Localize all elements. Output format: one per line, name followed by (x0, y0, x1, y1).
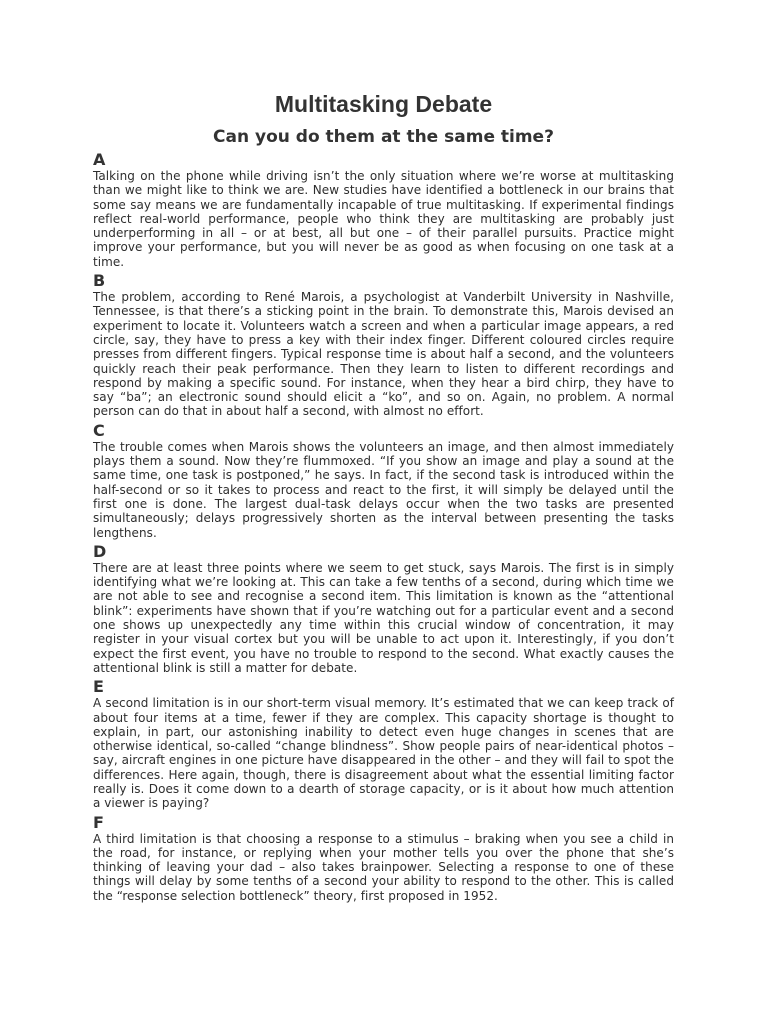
section-letter: D (93, 541, 107, 561)
section-d (93, 542, 674, 675)
section-paragraph: A second limitation is in our short-term visual memory. It’s estimated that we can keep track of about four items at a time, fewer if they are complex. This capacity shortage is thought to explain, in part, our astonishing inability to detect even huge changes in scenes that are otherwise identical, so-called “change blindness”. Show people pairs of near-identical photos – say, aircraft engines in one picture have disappeared in the other – and they will fail to spot the differences. Here again, though, there is disagreement about what the essential limiting factor really is. Does it come down to a dearth of storage capacity, or is it about how much attention a viewer is paying? (93, 696, 674, 811)
section-paragraph: A third limitation is that choosing a response to a stimulus – braking when you see a child in the road, for instance, or replying when your mother tells you over the phone that she’s thinking of leaving your dad – also takes brainpower. Selecting a response to one of these things will delay by some tenths of a second your ability to respond to the other. This is called the “response selection bottleneck” theory, first proposed in 1952. (93, 831, 674, 903)
section-paragraph: Talking on the phone while driving isn’t the only situation where we’re worse at multitasking than we might like to think we are. New studies have identified a bottleneck in our brains that some say means we are fundamentally incapable of true multitasking. If experimental findings reflect real-world performance, people who think they are multitasking are probably just underperforming in all – or at best, all but one – of their parallel pursuits. Practice might improve your performance, but you will never be as good as when focusing on one task at a time. (93, 169, 674, 269)
section-paragraph: There are at least three points where we seem to get stuck, says Marois. The first is in simply identifying what we’re looking at. This can take a few tenths of a second, during which time we are not able to see and recognise a second item. This limitation is known as the “attentional blink”: experiments have shown that if you’re watching out for a particular event and a second one shows up unexpectedly any time within this crucial window of concentration, it may register in your visual cortex but you will be unable to act upon it. Interestingly, if you don’t expect the first event, you have no trouble to respond to the second. What exactly causes the attentional blink is still a matter for debate. (93, 560, 674, 675)
section-letter: B (93, 271, 106, 291)
document-subtitle: Can you do them at the same time? (213, 127, 554, 147)
section-letter: E (93, 677, 104, 697)
section-paragraph: The problem, according to René Marois, a psychologist at Vanderbilt University in Nashville, Tennessee, is that there’s a sticking point in the brain. To demonstrate this, Marois devised an experiment to locate it. Volunteers watch a screen and when a particular image appears, a red circle, say, they have to press a key with their index finger. Different coloured circles require presses from different fingers. Typical response time is about half a second, and the volunteers quickly reach their peak performance. Then they learn to listen to different recordings and respond by making a specific sound. For instance, when they hear a bird chirp, they have to say “ba”; an electronic sound should elicit a “ko”, and so on. Again, no problem. A normal person can do that in about half a second, with almost no effort. (93, 290, 674, 419)
section-c (93, 421, 674, 540)
section-letter: A (93, 150, 106, 169)
section-paragraph: The trouble comes when Marois shows the volunteers an image, and then almost immediately plays them a sound. Now they’re flummoxed. “If you show an image and play a sound at the same time, one task is postponed,” he says. In fact, if the second task is introduced within the half-second or so it takes to process and react to the first, it will simply be delayed until the first one is done. The largest dual-task delays occur when the two tasks are presented simultaneously; delays progressively shorten as the interval between presenting the tasks lengthens. (93, 439, 674, 540)
section-e (93, 677, 674, 810)
section-f (93, 813, 674, 903)
section-a (93, 150, 674, 269)
section-b (93, 271, 674, 419)
document-title: Multitasking Debate (274, 91, 493, 117)
section-letter: F (93, 812, 104, 832)
document-page (93, 88, 674, 905)
section-letter: C (93, 420, 105, 440)
